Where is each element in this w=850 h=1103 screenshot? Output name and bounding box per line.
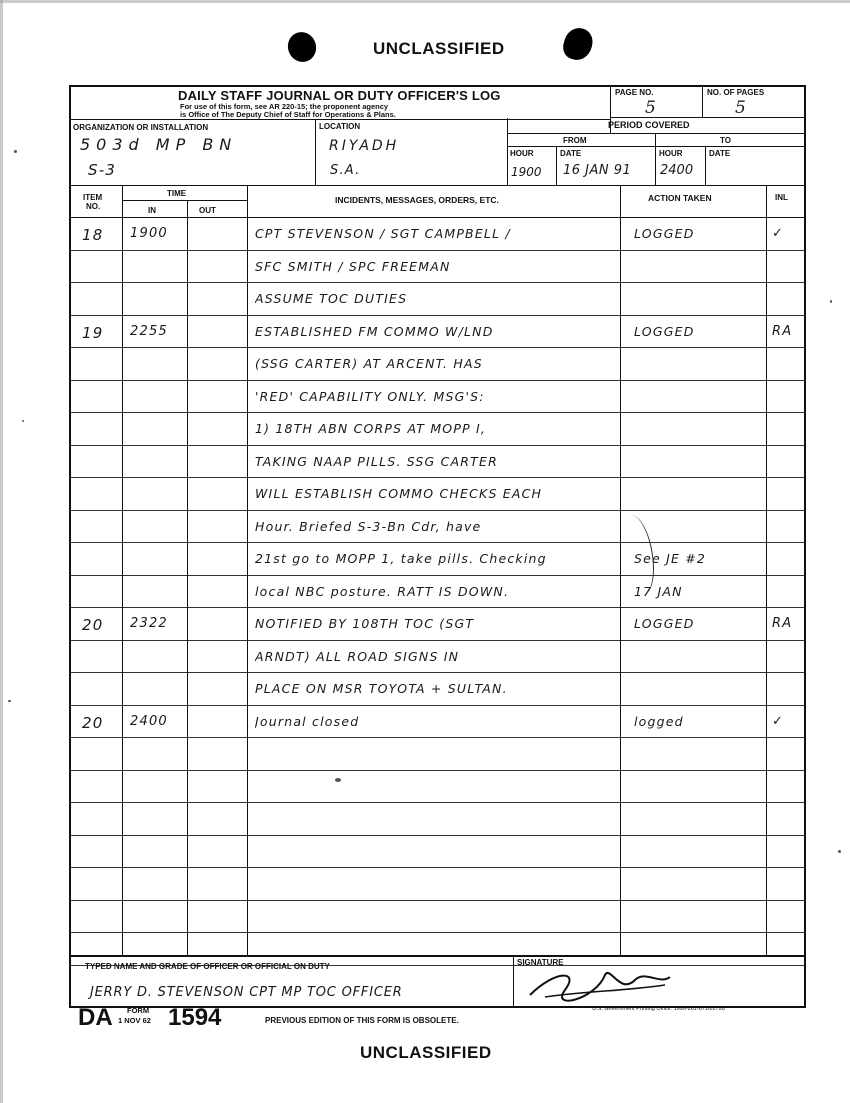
action-taken-label: ACTION TAKEN <box>648 193 712 203</box>
scan-speck <box>335 778 341 782</box>
row-action-taken: LOGGED <box>634 616 695 631</box>
scan-speck <box>830 300 832 303</box>
no-pages-label: NO. OF PAGES <box>707 88 765 97</box>
row-item-no: 19 <box>82 323 104 342</box>
item-no-label-2: NO. <box>86 202 101 211</box>
form-title: DAILY STAFF JOURNAL OR DUTY OFFICER'S LOG <box>178 88 501 103</box>
from-date-value: 16 JAN 91 <box>563 163 632 178</box>
initials-label: INL <box>775 193 788 202</box>
typed-name-label: TYPED NAME AND GRADE OF OFFICER OR OFFICIAL ON DUTY <box>85 962 330 971</box>
table-row <box>70 705 805 738</box>
row-incident-text: PLACE ON MSR TOYOTA + SULTAN. <box>255 681 508 696</box>
form-subtitle-2: is Office of The Deputy Chief of Staff for Operations & Plans. <box>180 110 396 119</box>
scan-speck <box>22 420 24 422</box>
org-label: ORGANIZATION OR INSTALLATION <box>73 123 209 132</box>
page-no-label: PAGE NO. <box>615 88 654 97</box>
punch-hole-left-icon <box>284 28 321 66</box>
row-incident-text: 1) 18TH ABN CORPS AT MOPP I, <box>255 421 487 436</box>
to-label: TO <box>720 136 731 145</box>
row-item-no: 20 <box>82 616 104 634</box>
row-incident-text: WILL ESTABLISH COMMO CHECKS EACH <box>255 486 543 501</box>
form-id-small-1: FORM <box>127 1006 150 1015</box>
row-incident-text: TAKING NAAP PILLS. SSG CARTER <box>255 453 498 469</box>
to-date-label: DATE <box>709 149 731 158</box>
location-line-1: RIYADH <box>329 138 400 154</box>
table-row <box>70 867 805 900</box>
org-line-1: 503d MP BN <box>80 135 238 154</box>
from-date-label: DATE <box>560 149 582 158</box>
form-id-small-2: 1 NOV 62 <box>118 1016 151 1025</box>
row-action-taken: 17 JAN <box>634 583 683 599</box>
location-label: LOCATION <box>319 122 361 131</box>
typed-name-value: JERRY D. STEVENSON CPT MP TOC OFFICER <box>90 985 403 1000</box>
table-row <box>70 282 805 315</box>
row-time-in: 2322 <box>130 616 168 631</box>
row-time-in: 1900 <box>130 226 168 241</box>
signature-label: SIGNATURE <box>517 958 564 967</box>
time-in-label: IN <box>148 206 156 215</box>
row-incident-text: (SSG CARTER) AT ARCENT. HAS <box>255 356 483 371</box>
obsolete-note: PREVIOUS EDITION OF THIS FORM IS OBSOLETE. <box>265 1016 459 1025</box>
row-incident-text: ARNDT) ALL ROAD SIGNS IN <box>255 648 460 664</box>
table-row <box>70 802 805 835</box>
location-line-2: S.A. <box>330 163 361 178</box>
printing-note: *U.S. Government Printing Office: 1990-261-871/02728 <box>590 1006 725 1012</box>
row-incident-text: 21st go to MOPP 1, take pills. Checking <box>255 551 547 566</box>
left-scan-edge <box>0 0 3 1103</box>
row-incident-text: ESTABLISHED FM COMMO W/LND <box>255 323 494 339</box>
row-incident-text: Hour. Briefed S-3-Bn Cdr, have <box>255 518 482 534</box>
row-item-no: 20 <box>82 713 104 732</box>
to-hour-label: HOUR <box>659 149 683 158</box>
period-covered-label: PERIOD COVERED <box>608 120 690 130</box>
from-hour-label: HOUR <box>510 149 534 158</box>
table-row <box>70 932 805 965</box>
scan-speck <box>14 150 17 153</box>
row-action-taken: LOGGED <box>634 323 695 339</box>
table-row <box>70 900 805 933</box>
row-action-taken: LOGGED <box>634 226 695 241</box>
form-id-prefix: DA <box>78 1004 113 1031</box>
row-initials: RA <box>772 616 793 631</box>
from-hour-value: 1900 <box>511 165 542 179</box>
row-item-no: 18 <box>82 226 104 244</box>
row-time-in: 2255 <box>130 323 168 339</box>
top-scan-edge <box>0 0 850 3</box>
row-incident-text: ASSUME TOC DUTIES <box>255 291 408 306</box>
scan-speck <box>838 850 841 853</box>
table-row <box>70 737 805 770</box>
form-subtitle-1: For use of this form, see AR 220-15; the proponent agency <box>180 102 389 111</box>
no-pages-value: 5 <box>735 98 746 118</box>
classification-top: UNCLASSIFIED <box>373 39 505 58</box>
form-id-number: 1594 <box>168 1004 222 1031</box>
row-initials: ✓ <box>772 713 785 729</box>
incidents-label: INCIDENTS, MESSAGES, ORDERS, ETC. <box>335 195 499 205</box>
row-incident-text: SFC SMITH / SPC FREEMAN <box>255 258 451 274</box>
row-action-taken: See JE #2 <box>634 551 707 566</box>
row-incident-text: CPT STEVENSON / SGT CAMPBELL / <box>255 226 511 241</box>
item-no-label-1: ITEM <box>83 193 103 202</box>
time-label: TIME <box>167 189 187 198</box>
row-incident-text: local NBC posture. RATT IS DOWN. <box>255 583 510 599</box>
signature-mark <box>525 965 675 1005</box>
org-line-2: S-3 <box>88 161 117 179</box>
row-incident-text: Journal closed <box>255 713 360 729</box>
row-initials: ✓ <box>772 226 785 241</box>
table-row <box>70 835 805 868</box>
row-action-taken: logged <box>634 713 684 729</box>
page-no-value: 5 <box>645 98 656 118</box>
row-incident-text: NOTIFIED BY 108TH TOC (SGT <box>255 616 475 631</box>
to-hour-value: 2400 <box>660 163 694 178</box>
row-incident-text: 'RED' CAPABILITY ONLY. MSG'S: <box>255 388 485 404</box>
time-out-label: OUT <box>199 206 216 215</box>
classification-bottom: UNCLASSIFIED <box>360 1043 492 1062</box>
punch-hole-right-icon <box>560 25 595 63</box>
row-initials: RA <box>772 323 793 339</box>
table-row <box>70 770 805 803</box>
scan-speck <box>8 700 11 702</box>
row-time-in: 2400 <box>130 713 168 729</box>
from-label: FROM <box>563 136 587 145</box>
